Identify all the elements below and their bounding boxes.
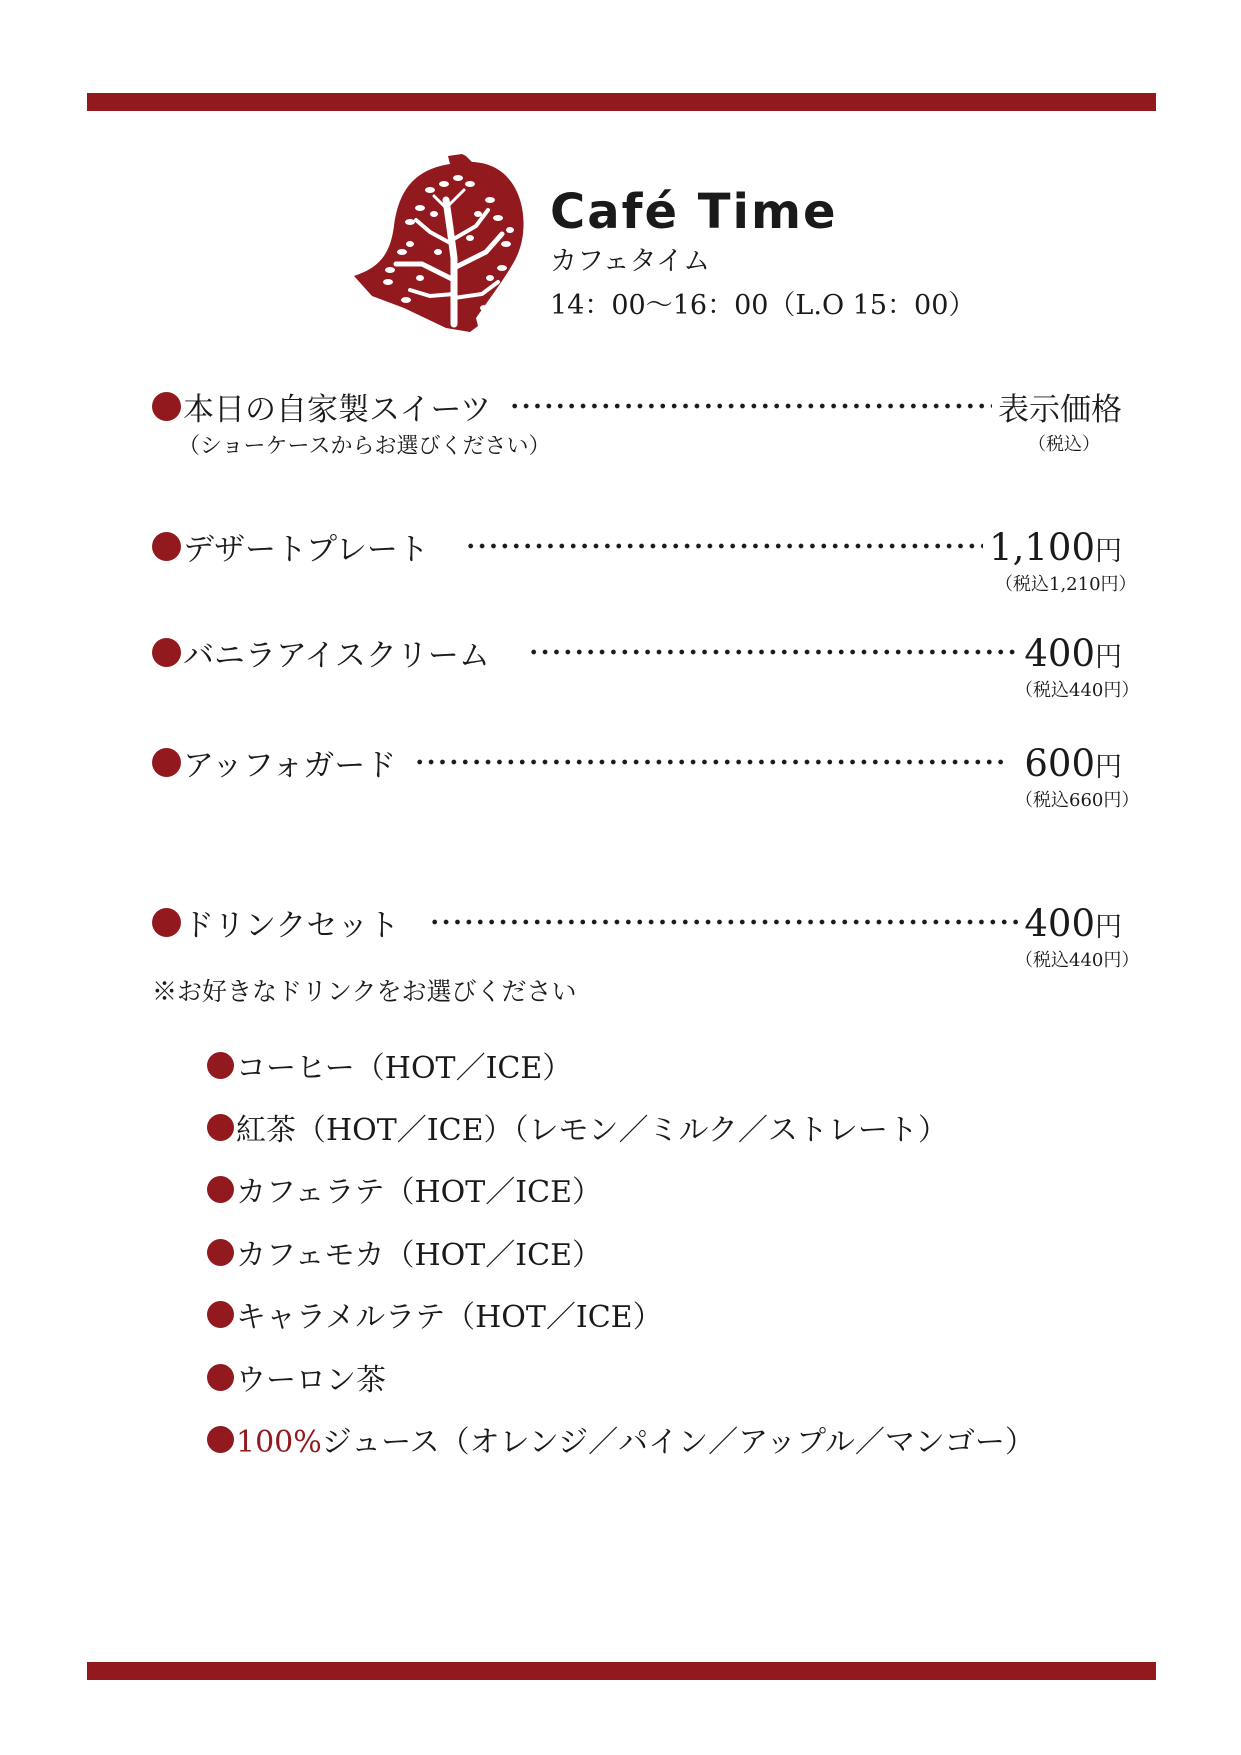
bullet-icon: [207, 1239, 234, 1266]
menu-item-note: （ショーケースからお選びください）: [178, 434, 551, 459]
drink-label: キャラメルラテ（HOT／ICE）: [236, 1300, 663, 1335]
menu-item-price: 600円: [1024, 742, 1122, 785]
dot-leader: [429, 918, 1018, 926]
menu-item-name: デザートプレート: [183, 532, 429, 568]
bullet-icon: [152, 748, 181, 777]
drink-item: [207, 1357, 386, 1397]
bullet-icon: [152, 392, 181, 421]
menu-item-vanilla-ice-cream: [152, 630, 1122, 674]
bullet-icon: [152, 638, 181, 667]
bullet-icon: [152, 908, 181, 937]
bullet-icon: [207, 1176, 234, 1203]
menu-item-name: バニラアイスクリーム: [183, 638, 490, 674]
bullet-icon: [207, 1426, 234, 1453]
menu-item-affogato: [152, 740, 1122, 784]
tax-included-price: （税込1,210円）: [995, 574, 1137, 595]
bullet-icon: [207, 1301, 234, 1328]
dot-leader: [465, 542, 983, 550]
drink-label: カフェラテ（HOT／ICE）: [236, 1175, 602, 1210]
bullet-icon: [207, 1364, 234, 1391]
menu-item-name: アッフォガード: [183, 748, 397, 784]
drink-label: ウーロン茶: [236, 1363, 386, 1398]
service-hours: 14：00〜16：00（L.O 15：00）: [550, 290, 976, 321]
menu-subtitle: カフェタイム: [550, 246, 711, 277]
bell-tree-logo-icon: [350, 148, 525, 336]
drink-item: [207, 1045, 572, 1085]
drink-label: コーヒー（HOT／ICE）: [236, 1051, 573, 1086]
tax-included-price: （税込660円）: [1015, 790, 1140, 811]
bullet-icon: [207, 1052, 234, 1079]
menu-item-price: 400円: [1024, 902, 1122, 945]
drink-item: [207, 1232, 602, 1272]
tax-included-price: （税込440円）: [1015, 950, 1140, 971]
drink-label: 紅茶（HOT／ICE）（レモン／ミルク／ストレート）: [236, 1113, 948, 1148]
menu-item-homemade-sweets: [152, 384, 1122, 428]
drink-item: [207, 1419, 1035, 1459]
drink-label-accent: 100%: [236, 1425, 322, 1460]
menu-item-price: 1,100円: [989, 526, 1122, 569]
top-rule: [87, 93, 1156, 111]
bottom-rule: [87, 1662, 1156, 1680]
menu-item-dessert-plate: [152, 524, 1122, 568]
drink-item: [207, 1294, 663, 1334]
menu-item-name: 本日の自家製スイーツ: [183, 392, 492, 428]
drink-item: [207, 1169, 602, 1209]
bullet-icon: [152, 532, 181, 561]
bullet-icon: [207, 1114, 234, 1141]
dot-leader: [509, 402, 992, 410]
drink-note: ※お好きなドリンクをお選びください: [152, 977, 577, 1006]
drink-label: カフェモカ（HOT／ICE）: [236, 1238, 602, 1273]
drink-label: 100%ジュース（オレンジ／パイン／アップル／マンゴー）: [236, 1425, 1035, 1460]
dot-leader: [528, 648, 1018, 656]
tax-note: （税込）: [1028, 434, 1100, 455]
menu-item-name: ドリンクセット: [183, 908, 400, 944]
drink-item: [207, 1107, 948, 1147]
menu-item-drink-set: [152, 900, 1122, 944]
dot-leader: [414, 758, 1006, 766]
menu-item-price: 表示価格: [998, 392, 1122, 428]
tax-included-price: （税込440円）: [1015, 680, 1140, 701]
menu-title: Café Time: [550, 184, 838, 240]
menu-item-price: 400円: [1024, 632, 1122, 675]
